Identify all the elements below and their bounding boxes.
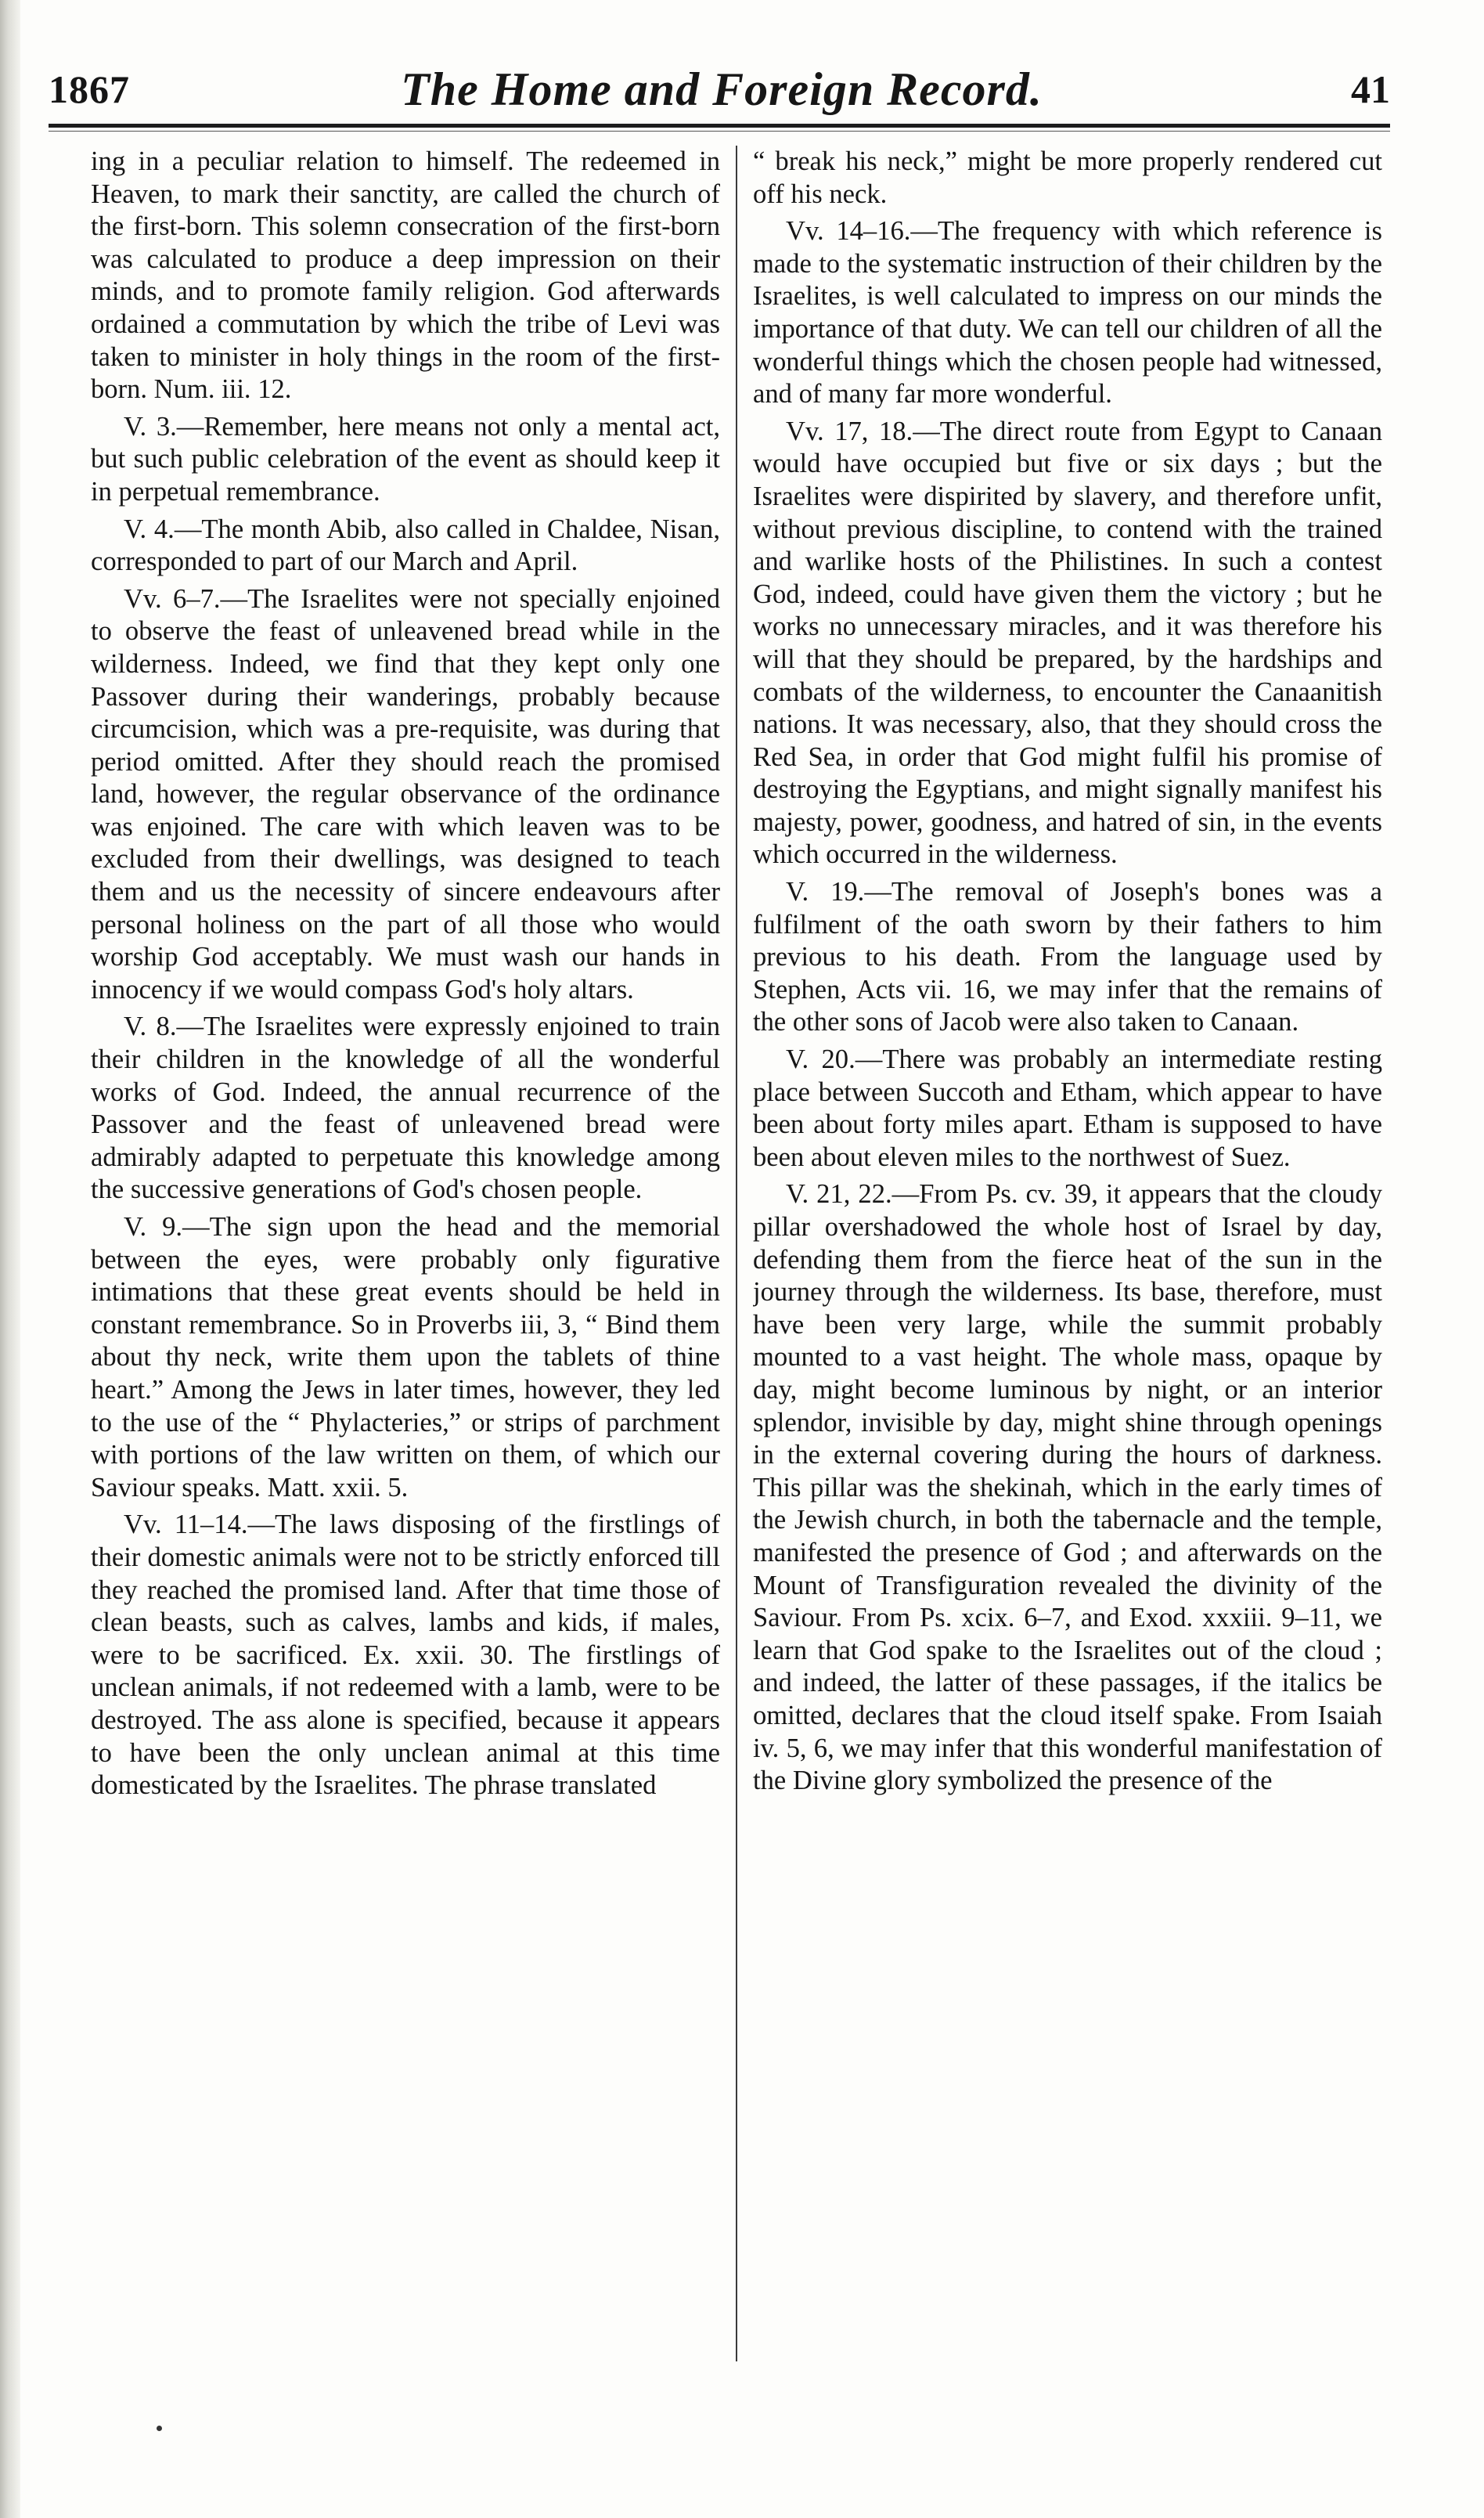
paragraph-v4: V. 4.—The month Abib, also called in Chaldee, Nisan, corresponded to part of our March and April. — [91, 514, 720, 577]
binding-edge — [0, 0, 20, 2518]
paragraph-vv17-18: Vv. 17, 18.—The direct route from Egypt to Canaan would have occupied but five or six days ; but the Israelites were dispirited by slavery, and therefore unfit, without previous discipline, to contend with the trained and warlike hosts of the Philistines. In such a contest God, indeed, could have given them the victory ; but he works no unnecessary miracles, and it was therefore his will that they should be prepared, by the hardships and combats of the wilderness, to encounter the Canaanitish nations. It was necessary, also, that they should cross the Red Sea, in order that God might fulfil his promise of destroying the Egyptians, and might signally manifest his majesty, power, goodness, and hatred of sin, in the events which occurred in the wilderness. — [753, 416, 1382, 870]
paragraph-v8: V. 8.—The Israelites were expressly enjoined to train their children in the knowledge of all the wonderful works of God. Indeed, the annual recurrence of the Passover and the feast of unleavened bread were admirably adapted to perpetuate this knowledge among the successive generations of God's chosen people. — [91, 1012, 720, 1205]
page-number: 41 — [1351, 67, 1390, 111]
journal-title: The Home and Foreign Record. — [401, 63, 1043, 115]
paragraph-vv14-16: Vv. 14–16.—The frequency with which reference is made to the systematic instruction of their children by the Israelites, is well calculated to impress on our minds the importance of that duty. We can tell our children of all the wonderful things which the chosen people had witnessed, and of many far more wonderful. — [753, 216, 1382, 409]
paragraph-vv11-14: Vv. 11–14.—The laws disposing of the firstlings of their domestic animals were not to be strictly enforced till they reached the promised land. After that time those of clean beasts, such as calves, lambs and kids, if males, were to be sacrificed. Ex. xxii. 30. The firstlings of unclean animals, if not redeemed with a lamb, were to be destroyed. The ass alone is specified, because it appears to have been the only unclean animal at this time domesticated by the Israelites. The phrase translated — [91, 1510, 720, 1801]
column-divider — [736, 146, 737, 2361]
paragraph-v20: V. 20.—There was probably an intermediate resting place between Succoth and Etham, which appear to have been about forty miles apart. Etham is supposed to have been about eleven miles to the northwest of Suez. — [753, 1044, 1382, 1172]
paragraph-vv6-7: Vv. 6–7.—The Israelites were not specially enjoined to observe the feast of unleavened bread while in the wilderness. Indeed, we find that they kept only one Passover during their wanderings, probably because circumcision, which was a pre-requisite, was during that period omitted. After they should reach the promised land, however, the regular observance of the ordinance was enjoined. The care with which leaven was to be excluded from their dwellings, was designed to teach them and us the necessity of sincere endeavours after personal holiness on the part of all those who would worship God acceptably. We must wash our hands in innocency if we would compass God's holy altars. — [91, 583, 720, 1005]
paragraph-v21-22: V. 21, 22.—From Ps. cv. 39, it appears that the cloudy pillar overshadowed the whole host of Israel by day, defending them from the fierce heat of the sun in the journey through the wilderness. Its base, therefore, must have been very large, while the summit probably mounted to a vast height. The whole mass, opaque by day, might become luminous by night, or an interior splendor, invisible by day, might shine through openings in the external covering during the hours of darkness. This pillar was the shekinah, which in the early times of the Jewish church, in both the tabernacle and the temple, manifested the presence of God ; and afterwards on the Mount of Transfiguration revealed the divinity of the Saviour. From Ps. xcix. 6–7, and Exod. xxxiii. 9–11, we learn that God spake to the Israelites out of the cloud ; and indeed, the latter of these passages, if the italics be omitted, declares that the cloud itself spake. From Isaiah iv. 5, 6, we may infer that this wonderful manifestation of the Divine glory symbolized the presence of the — [753, 1179, 1382, 1796]
right-column — [753, 146, 1382, 2376]
paragraph-continued: ing in a peculiar relation to himself. The redeemed in Heaven, to mark their sanctity, are called the church of the first-born. This solemn consecration of the first-born was calculated to produce a deep impression on their minds, and to promote family religion. God afterwards ordained a commutation by which the tribe of Levi was taken to minister in holy things in the room of the first-born. Num. iii. 12. — [91, 146, 720, 405]
paragraph-v3: V. 3.—Remember, here means not only a mental act, but such public celebration of the event as should keep it in perpetual remembrance. — [91, 411, 720, 507]
ink-speck — [157, 2426, 162, 2431]
left-column — [91, 146, 720, 2376]
header-year: 1867 — [49, 67, 130, 111]
header-rule-thin — [49, 131, 1390, 132]
running-header — [49, 56, 1390, 122]
header-rule — [49, 124, 1390, 128]
paragraph-v19: V. 19.—The removal of Joseph's bones was a fulfilment of the oath sworn by their fathers to him previous to his death. From the language used by Stephen, Acts vii. 16, we may infer that the remains of the other sons of Jacob were also taken to Canaan. — [753, 877, 1382, 1037]
paragraph-continued: “ break his neck,” might be more properly rendered cut off his neck. — [753, 146, 1382, 209]
paragraph-v9: V. 9.—The sign upon the head and the memorial between the eyes, were probably only figurative intimations that these great events should be held in constant remembrance. So in Proverbs iii, 3, “ Bind them about thy neck, write them upon the tablets of thine heart.” Among the Jews in later times, however, they led to the use of the “ Phylacteries,” or strips of parchment with portions of the law written on them, of which our Saviour speaks. Matt. xxii. 5. — [91, 1212, 720, 1503]
